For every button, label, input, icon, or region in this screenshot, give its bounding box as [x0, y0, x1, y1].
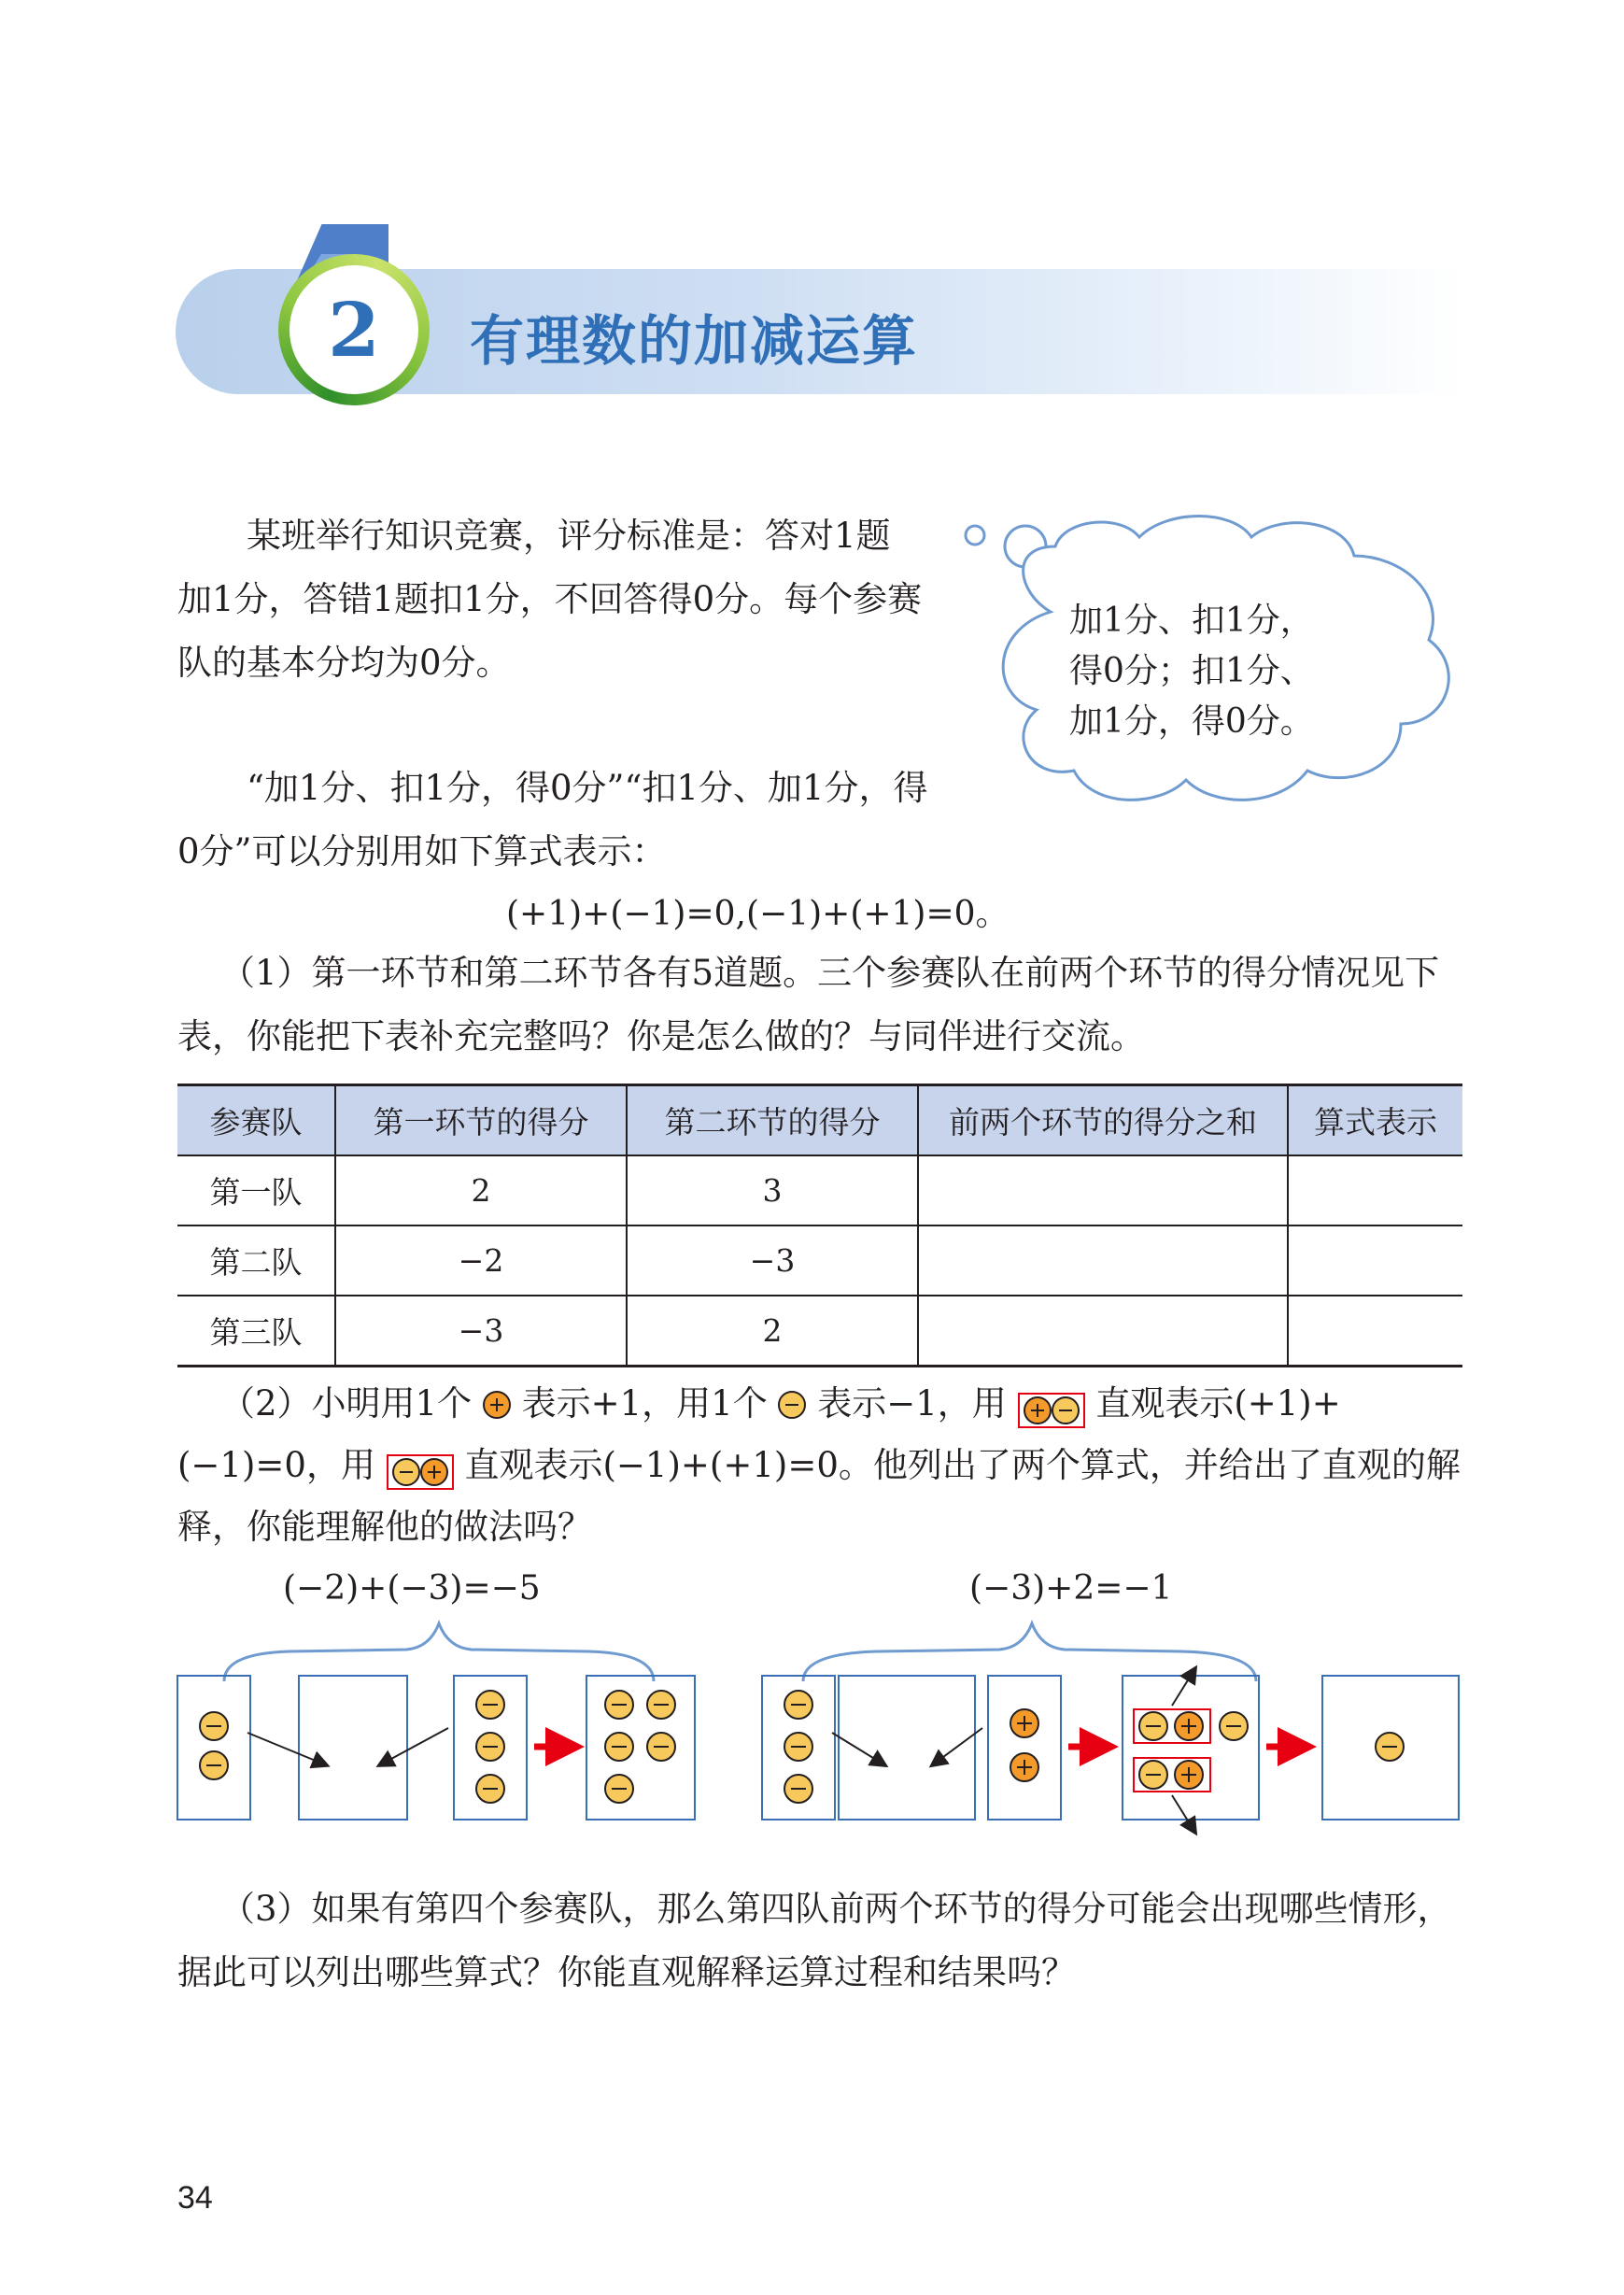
table-cell: 第二队 [177, 1225, 335, 1296]
question-2-part-b: 表示+1，用1个 [521, 1383, 768, 1424]
section-number: 2 [289, 265, 418, 394]
question-2-part-c: 表示−1，用 [817, 1383, 1007, 1424]
diagram-2 [762, 1676, 1459, 1820]
intro-paragraph-1 [177, 504, 925, 695]
table-cell: −2 [335, 1225, 627, 1296]
question-3-text: （3）如果有第四个参赛队，那么第四队前两个环节的得分可能会出现哪些情形，据此可以列出哪些算式？你能直观解释运算过程和结果吗？ [177, 1889, 1452, 1992]
minus-chip-icon [778, 1391, 806, 1419]
question-2-part-e: 直观表示(−1)+(+1)=0。他列出了两个算式，并给出了直观的解释，你能理解他的做法吗？ [177, 1445, 1461, 1547]
table-row [177, 1225, 1462, 1296]
score-table [177, 1084, 1462, 1367]
thought-line-3: 加1分，得0分。 [1069, 702, 1314, 741]
table-cell-blank [918, 1155, 1288, 1225]
thought-line-1: 加1分、扣1分， [1069, 602, 1314, 640]
question-3 [177, 1877, 1466, 2005]
plus-minus-pair-icon [1018, 1393, 1085, 1428]
question-2-part-a: （2）小明用1个 [220, 1383, 473, 1424]
question-2-part-d: 直观表示(+1)+(−1)=0，用 [177, 1383, 1341, 1485]
diagram-equation-2: (−3)+2=−1 [969, 1569, 1173, 1608]
table-cell: 第三队 [177, 1296, 335, 1367]
table-header-cell: 第一环节的得分 [335, 1085, 627, 1156]
table-cell-blank [1288, 1225, 1462, 1296]
brace-left [224, 1623, 654, 1681]
table-header-cell: 第二环节的得分 [627, 1085, 918, 1156]
table-cell-blank [918, 1225, 1288, 1296]
table-header-cell: 算式表示 [1288, 1085, 1462, 1156]
table-cell: 第一队 [177, 1155, 335, 1225]
intro-paragraph-2-text: “加1分、扣1分，得0分”“扣1分、加1分，得0分”可以分别用如下算式表示： [177, 768, 928, 871]
question-1-text: （1）第一环节和第二环节各有5道题。三个参赛队在前两个环节的得分情况见下表，你能把下表补充完整吗？你是怎么做的？与同伴进行交流。 [177, 953, 1440, 1056]
table-cell-blank [1288, 1155, 1462, 1225]
diagram-equation-1: (−2)+(−3)=−5 [283, 1569, 541, 1608]
question-2 [177, 1373, 1466, 1558]
table-cell: −3 [627, 1225, 918, 1296]
minus-plus-pair-icon [387, 1454, 454, 1490]
table-cell: 2 [627, 1296, 918, 1367]
intro-paragraph-2 [177, 757, 943, 884]
brace-right [803, 1623, 1256, 1681]
section-title: 有理数的加减运算 [470, 309, 919, 373]
table-cell: 3 [627, 1155, 918, 1225]
table-cell: −3 [335, 1296, 627, 1367]
table-cell: 2 [335, 1155, 627, 1225]
table-row [177, 1296, 1462, 1367]
intro-paragraph-1-text: 某班举行知识竞赛，评分标准是：答对1题加1分，答错1题扣1分，不回答得0分。每个参赛队的基本分均为0分。 [177, 516, 923, 683]
chip-diagrams [168, 1616, 1476, 1849]
table-cell-blank [918, 1296, 1288, 1367]
thought-cloud-text [1069, 596, 1405, 747]
page-number: 34 [177, 2180, 213, 2216]
table-header-cell: 参赛队 [177, 1085, 335, 1156]
thought-line-2: 得0分；扣1分、 [1069, 652, 1314, 690]
table-header-cell: 前两个环节的得分之和 [918, 1085, 1288, 1156]
plus-chip-icon [483, 1391, 511, 1419]
intro-formula: (+1)+(−1)=0,(−1)+(+1)=0。 [506, 895, 1010, 933]
table-header-row [177, 1085, 1462, 1156]
table-cell-blank [1288, 1296, 1462, 1367]
table-row [177, 1155, 1462, 1225]
question-1 [177, 942, 1466, 1069]
